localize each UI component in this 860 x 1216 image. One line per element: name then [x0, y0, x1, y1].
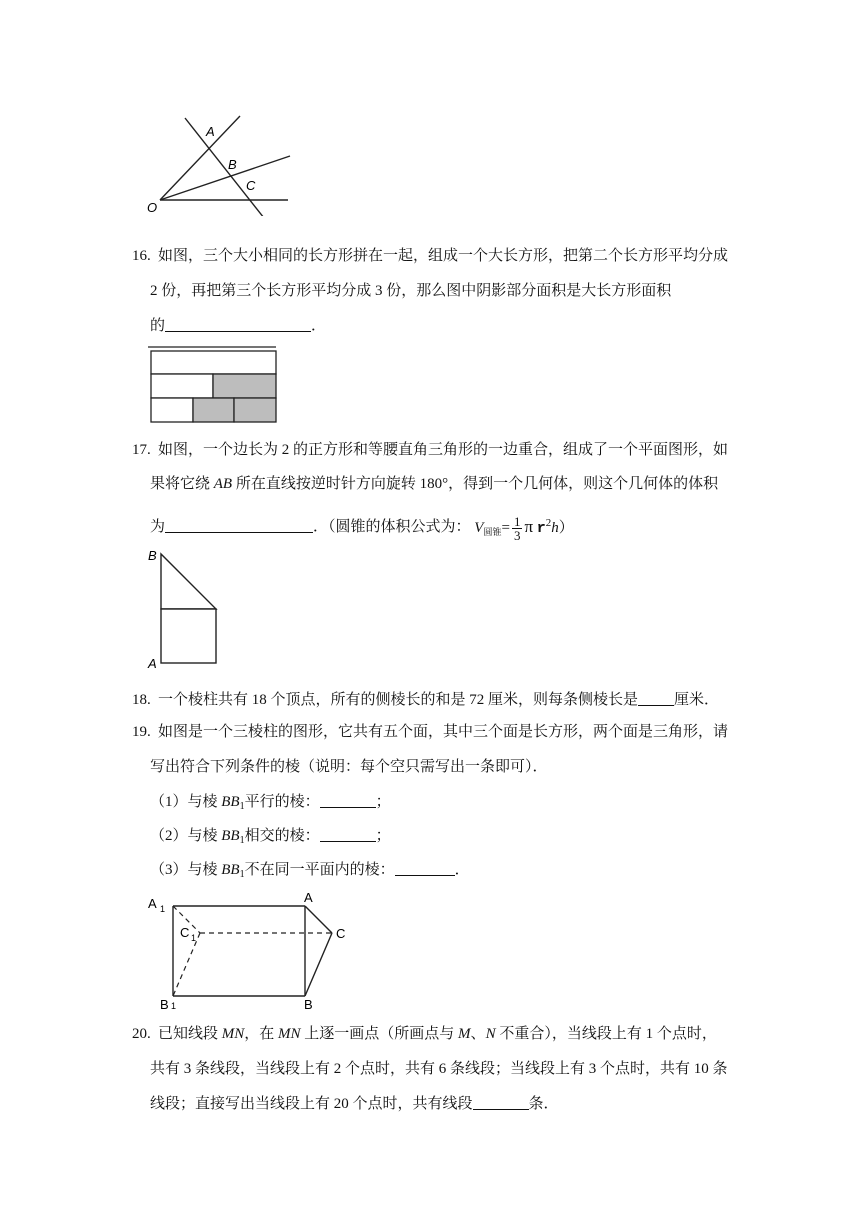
formula-eq: =: [501, 520, 510, 536]
q18-text-post: 厘米．: [674, 692, 720, 708]
q19-sub2-post: 相交的棱：: [244, 828, 320, 844]
q19-sub2-pre: （2）与棱: [150, 828, 222, 844]
q19-sub3: [150, 860, 470, 885]
q17-ab: AB: [213, 476, 233, 492]
q16-line3: [150, 316, 326, 336]
q19-sub2-end: ；: [375, 828, 391, 844]
label-b1-sub: 1: [171, 1001, 177, 1010]
square-triangle-figure: [144, 546, 224, 670]
label-o: O: [147, 200, 158, 215]
q16-line3-post: ．: [311, 318, 327, 334]
rect-2-left: [151, 374, 213, 398]
formula-v-sub: 圆锥: [483, 527, 502, 537]
q20-answer-blank[interactable]: [473, 1095, 529, 1110]
formula-close: ）: [558, 520, 574, 536]
label-a: A: [148, 656, 157, 670]
q19-number: 19.: [132, 724, 151, 740]
q20-n: N: [485, 1026, 496, 1042]
q16-line3-pre: 的: [150, 318, 166, 334]
label-b: B: [148, 548, 157, 563]
label-a1-sub: 1: [160, 904, 166, 914]
q17-line2-pre: 果将它绕: [150, 476, 214, 492]
q17-line2: [150, 474, 718, 494]
rect-3-left: [151, 398, 193, 422]
frac-den: 3: [513, 528, 521, 544]
label-c: C: [336, 926, 346, 941]
edge-bb1-sub: 1: [239, 801, 245, 812]
q20-line1-mid: ，在: [244, 1026, 279, 1042]
q20-line3-pre: 线段；直接写出当线段上有 20 个点时，共有线段: [150, 1096, 473, 1112]
q17-answer-blank[interactable]: [165, 518, 313, 533]
frac-num: 1: [513, 514, 521, 530]
q19-sub2: [150, 826, 391, 851]
q17-line3-pre: 为: [150, 518, 166, 535]
formula-pi: π: [524, 517, 534, 536]
q20-number: 20.: [132, 1026, 151, 1042]
triangle: [161, 554, 216, 609]
q18-answer-blank[interactable]: [638, 691, 674, 706]
label-b: B: [304, 997, 313, 1010]
q19-sub3-post: 不在同一平面内的棱：: [244, 862, 395, 878]
edge-bb1: BB: [221, 794, 240, 810]
q17-line1: 如图，一个边长为 2 的正方形和等腰直角三角形的一边重合，组成了一个平面图形，如: [158, 442, 729, 458]
q20-line3-post: 条．: [528, 1096, 559, 1112]
q20-line1-pre: 已知线段: [158, 1026, 222, 1042]
q17-line3: [150, 510, 574, 545]
q17-line2-post: 所在直线按逆时针方向旋转 180°，得到一个几何体，则这个几何体的体积: [232, 476, 719, 492]
rect-3-mid-shaded: [193, 398, 234, 422]
edge-bb1-sub: 1: [239, 835, 245, 846]
formula-h: h: [551, 520, 559, 536]
triangular-prism-figure: [142, 888, 362, 1010]
q20-line1: [158, 1024, 717, 1044]
q19-line1: 如图是一个三棱柱的图形，它共有五个面，其中三个面是长方形，两个面是三角形，请: [158, 724, 729, 740]
q20-line3: [150, 1094, 559, 1114]
q19-sub2-blank[interactable]: [320, 827, 376, 842]
q20-sep: 、: [470, 1026, 486, 1042]
q16-answer-blank[interactable]: [165, 317, 311, 332]
rect-2-right-shaded: [213, 374, 276, 398]
q16-line2: 2 份，再把第三个长方形平均分成 3 份，那么图中阴影部分面积是大长方形面积: [150, 283, 672, 299]
q17-line3-mid: ．（圆锥的体积公式为：: [313, 518, 471, 535]
q18-text-pre: 一个棱柱共有 18 个顶点，所有的侧棱长的和是 72 厘米，则每条侧棱长是: [158, 692, 639, 708]
q20-line1-mid2: 上逐一画点（所画点与: [300, 1026, 459, 1042]
ray-ob: [160, 156, 290, 200]
q19-sub3-blank[interactable]: [395, 861, 455, 876]
label-c: C: [246, 178, 256, 193]
q17-number: 17.: [132, 442, 151, 458]
q20-line2: 共有 3 条线段，当线段上有 2 个点时，共有 6 条线段；当线段上有 3 个点时，共有 10 条: [150, 1061, 728, 1077]
label-a: A: [304, 890, 313, 905]
label-c1: C: [180, 925, 190, 940]
rectangles-figure: [148, 346, 280, 426]
q20-line1-post: 不重合），当线段上有 1 个点时，: [495, 1026, 717, 1042]
angle-figure: [140, 108, 300, 216]
formula-r: r: [536, 520, 546, 537]
q19-sub3-pre: （3）与棱: [150, 862, 222, 878]
q16-number: 16.: [132, 248, 151, 264]
label-c1-sub: 1: [191, 933, 197, 943]
formula-sq: 2: [545, 517, 552, 529]
rect-3-right-shaded: [234, 398, 276, 422]
formula-v: V: [474, 520, 484, 536]
label-a: A: [206, 124, 215, 139]
q20-mn: MN: [221, 1026, 245, 1042]
rect-1: [151, 351, 276, 374]
q18-line: [158, 690, 719, 710]
q19-line2: 写出符合下列条件的棱（说明：每个空只需写出一条即可）．: [150, 759, 548, 775]
q16-line1: 如图，三个大小相同的长方形拼在一起，组成一个大长方形，把第二个长方形平均分成: [158, 248, 729, 264]
edge-bb1: BB: [221, 862, 240, 878]
q19-sub1-pre: （1）与棱: [150, 794, 222, 810]
q20-mn-2: MN: [278, 1026, 301, 1042]
cone-volume-formula: [474, 510, 574, 545]
edge-bb1-sub: 1: [239, 869, 245, 880]
q20-m: M: [458, 1026, 471, 1042]
q19-sub1-end: ；: [375, 794, 391, 810]
label-b: B: [228, 157, 237, 172]
label-b1: B: [160, 997, 169, 1010]
q18-number: 18.: [132, 692, 151, 708]
q19-sub3-end: ．: [454, 862, 470, 878]
label-a1: A: [148, 896, 157, 911]
q19-sub1-post: 平行的棱：: [244, 794, 320, 810]
edge-bb1: BB: [221, 828, 240, 844]
q19-sub1: [150, 792, 391, 817]
q19-sub1-blank[interactable]: [320, 793, 376, 808]
square: [161, 609, 216, 663]
formula-fraction: [512, 515, 523, 542]
